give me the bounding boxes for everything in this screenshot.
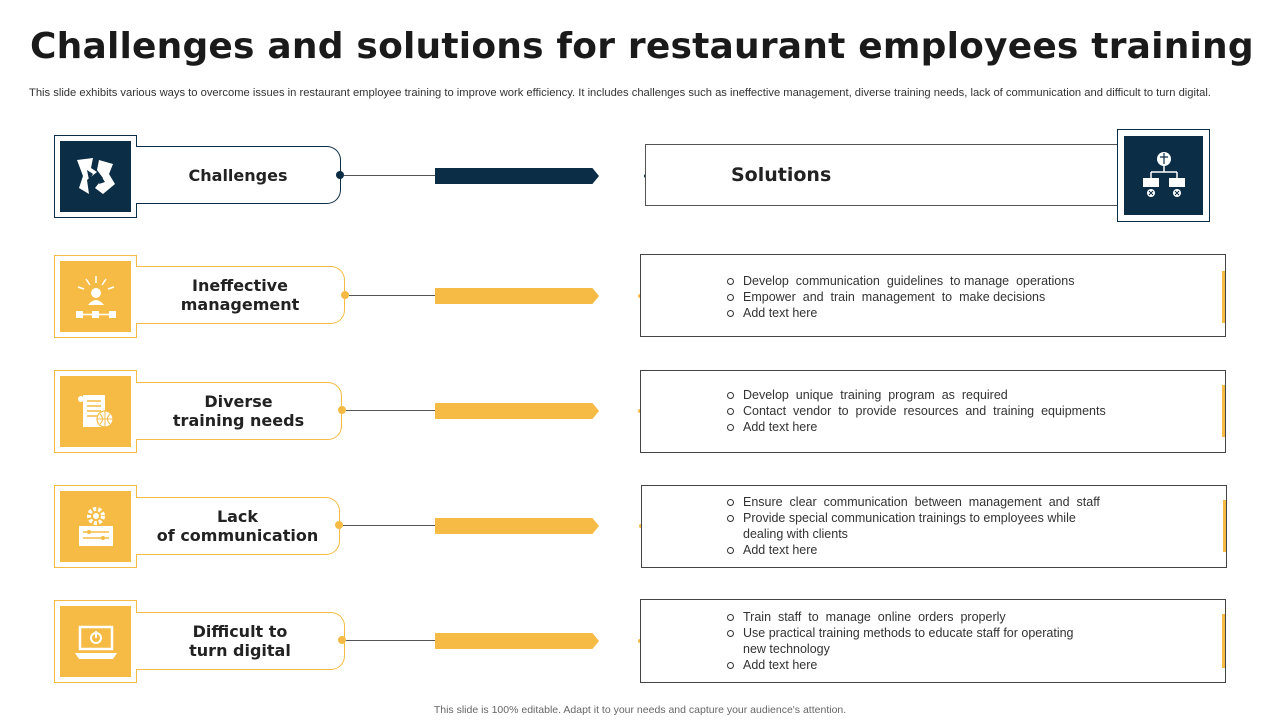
solution-box bbox=[640, 599, 1226, 683]
lack-communication-icon-tile bbox=[54, 485, 137, 568]
solution-item: Add text here bbox=[727, 542, 1100, 558]
page-title: Challenges and solutions for restaurant employees training bbox=[30, 26, 1254, 67]
connector-dot bbox=[336, 171, 344, 179]
gear-settings-icon bbox=[73, 504, 119, 550]
accent-bar bbox=[1222, 271, 1225, 323]
connector-dot bbox=[338, 406, 346, 414]
solution-item: Add text here bbox=[727, 657, 1074, 673]
solution-list bbox=[727, 494, 1100, 558]
accent-bar bbox=[1222, 614, 1225, 668]
challenge-label bbox=[136, 497, 340, 555]
solution-item: Train staff to manage online orders properly bbox=[727, 609, 1074, 625]
connector-line bbox=[343, 525, 436, 526]
solution-item: Develop unique training program as required bbox=[727, 387, 1106, 403]
connector-dot bbox=[341, 291, 349, 299]
row-arrow bbox=[435, 288, 599, 304]
solution-box bbox=[641, 485, 1227, 568]
challenges-header-label: Challenges bbox=[136, 146, 341, 204]
solution-item: Contact vendor to provide resources and training equipments bbox=[727, 403, 1106, 419]
solutions-icon-tile bbox=[1117, 129, 1210, 222]
org-chart-icon bbox=[1138, 150, 1190, 202]
solution-list bbox=[727, 387, 1106, 435]
challenge-label bbox=[136, 266, 345, 324]
challenges-icon-tile bbox=[54, 135, 137, 218]
challenge-label bbox=[136, 612, 345, 670]
connector-line bbox=[346, 640, 436, 641]
solution-item: Add text here bbox=[727, 419, 1106, 435]
laptop-power-icon bbox=[72, 619, 120, 665]
connector-line bbox=[349, 295, 436, 296]
turn-digital-icon-tile bbox=[54, 600, 137, 683]
connector-dot bbox=[335, 521, 343, 529]
solutions-header-label: Solutions bbox=[731, 164, 832, 186]
challenge-label-text: Ineffective management bbox=[180, 276, 300, 314]
solution-item: Use practical training methods to educate staff for operating new technology bbox=[727, 625, 1074, 657]
solution-item: Develop communication guidelines to manage operations bbox=[727, 273, 1074, 289]
broken-puzzle-icon bbox=[73, 154, 119, 200]
challenge-label bbox=[136, 382, 342, 440]
connector-line bbox=[346, 410, 436, 411]
accent-bar bbox=[1223, 500, 1226, 552]
row-arrow bbox=[435, 518, 599, 534]
solution-box bbox=[640, 370, 1226, 453]
solutions-header-box bbox=[645, 144, 1119, 206]
training-document-globe-icon bbox=[73, 389, 119, 435]
challenge-label-text: Diverse training needs bbox=[172, 392, 305, 430]
solution-item: Provide special communication trainings to employees while dealing with clients bbox=[727, 510, 1100, 542]
manager-hierarchy-icon bbox=[72, 273, 120, 321]
challenge-label-text: Difficult to turn digital bbox=[189, 622, 291, 660]
challenges-arrow bbox=[435, 168, 599, 184]
solution-item: Add text here bbox=[727, 305, 1074, 321]
row-arrow bbox=[435, 403, 599, 419]
page-subtitle: This slide exhibits various ways to overcome issues in restaurant employee training to improve work efficiency. It includes challenges such as ineffective management, diverse training needs, lack of communication and difficult to turn digital. bbox=[29, 87, 1211, 99]
footer-note: This slide is 100% editable. Adapt it to your needs and capture your audience's attention. bbox=[433, 704, 847, 716]
challenge-label-text: Lack of communication bbox=[156, 507, 319, 545]
connector-line bbox=[344, 175, 436, 176]
solution-box bbox=[640, 254, 1226, 337]
row-arrow bbox=[435, 633, 599, 649]
solution-list bbox=[727, 609, 1074, 673]
connector-dot bbox=[338, 636, 346, 644]
ineffective-management-icon-tile bbox=[54, 255, 137, 338]
solution-item: Ensure clear communication between management and staff bbox=[727, 494, 1100, 510]
solution-item: Empower and train management to make decisions bbox=[727, 289, 1074, 305]
diverse-training-icon-tile bbox=[54, 370, 137, 453]
accent-bar bbox=[1222, 385, 1225, 437]
solution-list bbox=[727, 273, 1074, 321]
